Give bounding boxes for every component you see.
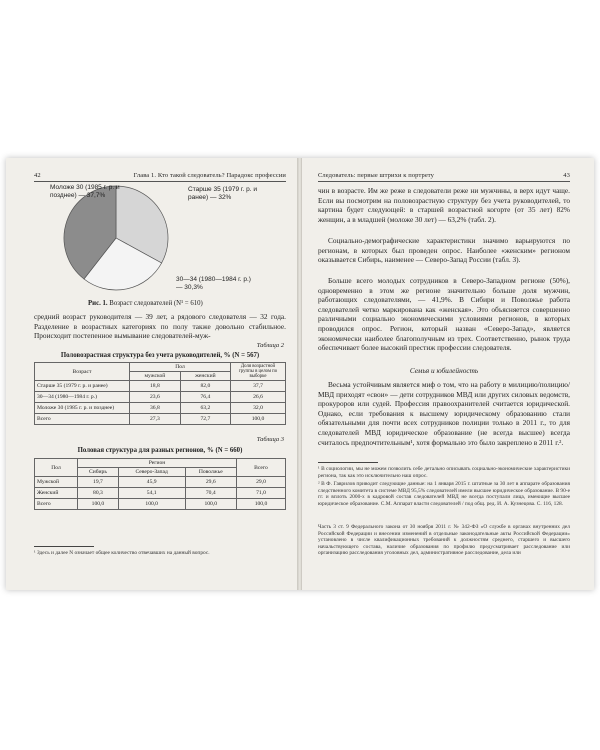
table3-cell-siberia: 100,0 — [78, 499, 119, 510]
table2-cell-male: 27,3 — [130, 414, 181, 425]
left-page — [6, 158, 298, 590]
table2-cell-share: 32,0 — [231, 403, 286, 414]
right-footnote-1: ¹ В социологии, мы не можем позволить себе детально описывать социально-экономические характеристики региона, так как это исключительно наш опрос. — [318, 466, 570, 479]
page-number: 43 — [563, 172, 570, 179]
left-footnote: ¹ Здесь и далее N означает общее количество отвечавших на данный вопрос. — [34, 550, 210, 556]
table2-title: Половозрастная структура без учета руководителей, % (N = 567) — [60, 352, 260, 359]
table-row — [35, 477, 286, 488]
left-paragraph: средний возраст руководителя — 39 лет, а рядового следователя — 32 года. Разделение в возрастных категориях по полу также довольно стабильное. Происходит постепенное вымывание следователей-муж- — [34, 312, 286, 341]
table3-head-sex: Пол — [35, 459, 78, 477]
table3-cell-volga: 70,4 — [185, 488, 236, 499]
table2-cell-share: 26,6 — [231, 392, 286, 403]
table3-cell-northwest: 45,9 — [118, 477, 185, 488]
table2-cell-age: Моложе 30 (1985 г. р. и позднее) — [35, 403, 130, 414]
table3-head-siberia: Сибирь — [78, 468, 119, 477]
header-rule — [318, 181, 570, 182]
table3-head-total: Всего — [237, 459, 286, 477]
right-paragraph-2: Социально-демографические характеристики значимо варьируются по регионам, в которых был проведен опрос. Наиболее «женским» регионом оказывается Сибирь, наименее — Северо-Запад России (табл. 3). — [318, 236, 570, 265]
table2-cell-female: 63,2 — [180, 403, 230, 414]
table2-cell-share: 100,0 — [231, 414, 286, 425]
pie-label-middle: 30—34 (1980—1984 г. р.) — 30,3% — [176, 276, 251, 291]
table2-cell-share: 37,7 — [231, 381, 286, 392]
table3 — [34, 458, 286, 510]
table2-cell-female: 82,0 — [180, 381, 230, 392]
right-footnote-3: Часть 3 ст. 9 Федерального закона от 30 ноября 2011 г. № 342-ФЗ «О службе в органах внутренних дел Российской Федерации и внесении изменений в отдельные законодательные акты Российской Федерации» установлено в числе квалификационных требований к должностям среднего, старшего и высшего начальствующего состава, наличие образования по профилю предусматривает расследование или организацию расследования уголовных дел, административное расследование, дела или — [318, 524, 570, 557]
pie-label-younger: Моложе 30 (1985 г. р. и позднее) — 37,7% — [50, 184, 120, 199]
age-pie-chart — [61, 183, 171, 293]
table2-cell-female: 76,4 — [180, 392, 230, 403]
table-row — [35, 499, 286, 510]
table3-cell-sex: Мужской — [35, 477, 78, 488]
table2-head-age: Возраст — [35, 363, 130, 381]
table2-cell-age: Старше 35 (1979 г. р. и ранее) — [35, 381, 130, 392]
table3-title: Половая структура для разных регионов, % (N = 660) — [77, 447, 243, 454]
right-paragraph-4: Весьма устойчивым является миф о том, что на работу в милицию/полицию/МВД приходят «свои» — дети сотрудников МВД или других силовых ведомств, прокуроров или судей. Профессия правоохранителей считается юридической. Однако, если требования к высшему юридическому образованию стали обязательными для почти всех сотрудников полиции только в 2011 г., то для следователей МВД юридическое образование (не всегда высшее) всегда считалось предпочтительным¹, хотя формально это было закреплено в 2011 г.². — [318, 380, 570, 447]
table3-head-region: Регион — [78, 459, 237, 468]
table3-cell-total: 71,0 — [237, 488, 286, 499]
table3-number: Таблица 3 — [256, 436, 284, 443]
table-row — [35, 488, 286, 499]
right-paragraph-1: чин в возрасте. Им же реже в следователи реже ни мужчины, в верх идут чаще. Если вы посмотрим на половозрастную структуру без учета руководителей, то картина будет следующей: в старшей возрастной когорте (от 35 лет) 82% женщин, а в младшей (моложе 30 лет) — 63,2% (табл. 2). — [318, 186, 570, 224]
table2-head-female: женский — [180, 372, 230, 381]
table2-head-share: Доля возрастной группы в целом по выборке — [231, 363, 286, 381]
pie-label-older: Старше 35 (1979 г. р. и ранее) — 32% — [188, 186, 257, 201]
table3-cell-total: 29,0 — [237, 477, 286, 488]
section-title: Семья и юбилейность — [409, 366, 479, 375]
running-head: Глава 1. Кто такой следователь? Парадокс профессии — [133, 172, 286, 179]
table2-number: Таблица 2 — [256, 342, 284, 349]
table3-cell-volga: 100,0 — [185, 499, 236, 510]
table3-cell-siberia: 80,3 — [78, 488, 119, 499]
table3-cell-northwest: 100,0 — [118, 499, 185, 510]
table2 — [34, 362, 286, 425]
table3-cell-volga: 29,6 — [185, 477, 236, 488]
table-row — [35, 381, 286, 392]
table-row — [35, 403, 286, 414]
table3-cell-siberia: 19,7 — [78, 477, 119, 488]
table2-cell-age: 30—34 (1980—1984 г. р.) — [35, 392, 130, 403]
table2-head-male: мужской — [130, 372, 181, 381]
right-footnote-2: ² В Ф. Гаврилов приводит следующие данные: на 1 января 2015 г. штатные за 30 лет в аппарате образования следственного комитета в системе МВД 95,5% следователей имели высшее юридическое образование. В 90-е гг. и вплоть 2000-х в кадровой состав следователей МВД не всегда поступали лица, имеющие высшее юридическое образование. С.М. Аппарат власти следователей / под общ. ред. И. А. Кузнецова. С. 116, 128. — [318, 481, 570, 507]
table3-head-volga: Поволжье — [185, 468, 236, 477]
table3-head-northwest: Северо-Запад — [118, 468, 185, 477]
table-row — [35, 414, 286, 425]
table3-cell-northwest: 54,1 — [118, 488, 185, 499]
table3-cell-sex: Всего — [35, 499, 78, 510]
table3-cell-total: 100,0 — [237, 499, 286, 510]
table2-cell-female: 72,7 — [180, 414, 230, 425]
book-spread — [6, 158, 594, 590]
header-rule — [34, 181, 286, 182]
footnote-rule — [34, 546, 94, 547]
caption-text: Возраст следователей (N¹ = 610) — [109, 300, 203, 307]
figure-caption — [88, 300, 203, 307]
table-row — [35, 392, 286, 403]
running-head: Следователь: первые штрихи к портрету — [318, 172, 435, 179]
table2-cell-age: Всего — [35, 414, 130, 425]
table3-cell-sex: Женский — [35, 488, 78, 499]
table2-head-sex: Пол — [130, 363, 231, 372]
table2-cell-male: 36,8 — [130, 403, 181, 414]
footnote-rule — [318, 462, 378, 463]
table2-cell-male: 23,6 — [130, 392, 181, 403]
page-number: 42 — [34, 172, 41, 179]
right-paragraph-3: Больше всего молодых сотрудников в Северо-Западном регионе (50%), одновременно в этом же регионе значительно больше доля мужчин, работающих следователями, — 41,9%. В Сибири и Поволжье работа следователей четко маркирована как «женская». Это объясняется совершенно различными социально экономическими условиями регионов, в которых проводился опрос. Регион, который назван «Северо-Запад», является экономически наиболее благополучным из трех. Соответственно, рынок труда обеспечивает более высокий престиж профессии следователя. — [318, 276, 570, 353]
right-page — [302, 158, 594, 590]
caption-prefix: Рис. 1. — [88, 300, 108, 307]
table2-cell-male: 18,8 — [130, 381, 181, 392]
